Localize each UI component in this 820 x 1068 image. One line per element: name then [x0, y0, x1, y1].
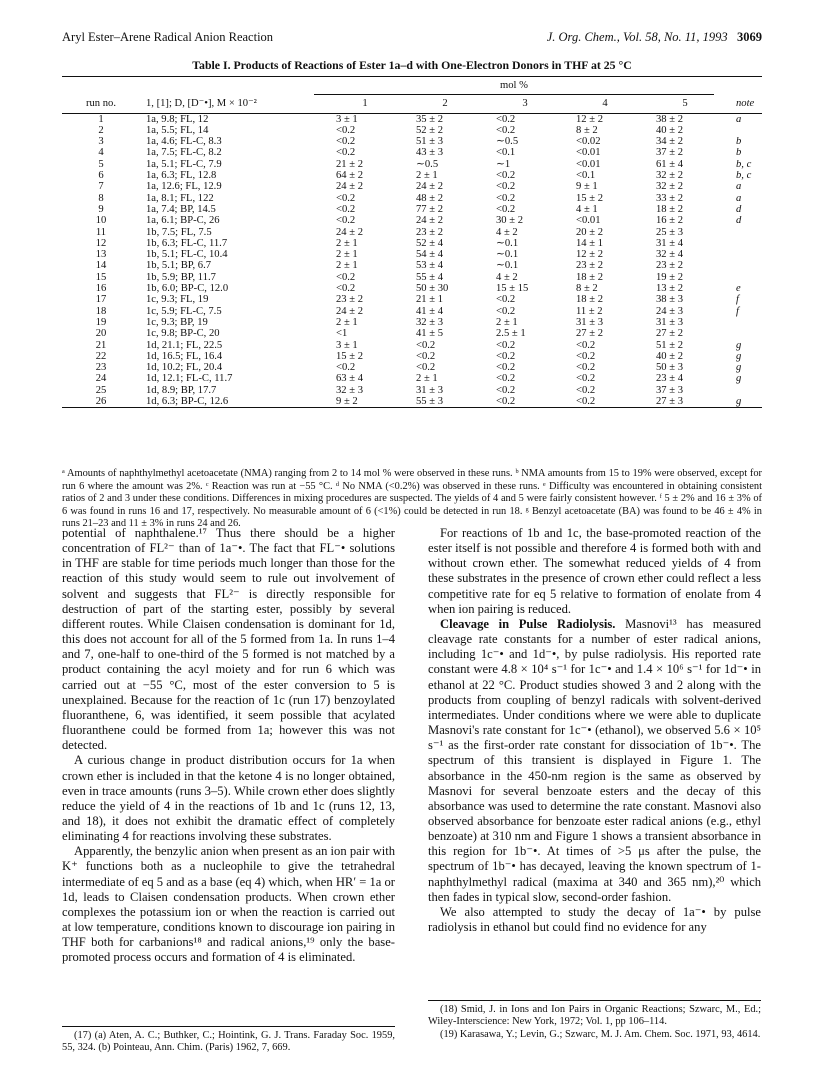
- table-cell: 11: [95, 226, 107, 238]
- table-cell: 1a, 5.1; FL-C, 7.9: [146, 158, 222, 170]
- table-cell: 18 ± 2: [656, 203, 684, 215]
- table-cell: <0.01: [576, 147, 601, 159]
- table-cell: 1a, 4.6; FL-C, 8.3: [146, 136, 222, 148]
- table-cell: <0.2: [496, 305, 516, 317]
- column-header: 4: [602, 98, 608, 110]
- table-cell: 52 ± 2: [416, 124, 444, 136]
- table-cell: 3 ± 1: [336, 339, 358, 351]
- paragraph: We also attempted to study the decay of 1a⁻• by pulse radiolysis in ethanol but could find no evidence for any: [428, 904, 761, 935]
- table-cell: <0.02: [576, 136, 601, 148]
- table-row: [62, 193, 762, 204]
- table-cell: 15: [95, 271, 107, 283]
- table-cell: 4 ± 1: [576, 203, 598, 215]
- table-cell: 20 ± 2: [576, 226, 604, 238]
- table-cell: 24 ± 2: [336, 181, 364, 193]
- table-cell: 1b, 6.0; BP-C, 12.0: [146, 283, 229, 295]
- table-row: [62, 340, 762, 351]
- table-cell: 1c, 9.8; BP-C, 20: [146, 328, 220, 340]
- table-cell: 27 ± 2: [576, 328, 604, 340]
- table-cell: 10: [95, 215, 107, 227]
- table-cell: <0.2: [336, 192, 356, 204]
- table-cell: [714, 385, 762, 396]
- table-cell: ∼0.1: [496, 260, 519, 272]
- table-row: [62, 159, 762, 170]
- table-cell: 64 ± 2: [336, 170, 364, 182]
- table-row: [62, 272, 762, 283]
- table-cell: g: [736, 362, 742, 374]
- mol-percent-header: mol %: [314, 77, 714, 95]
- table-row: [62, 147, 762, 158]
- table-cell: g: [736, 396, 742, 408]
- reference-19: (19) Karasawa, Y.; Levin, G.; Szwarc, M. J. Am. Chem. Soc. 1971, 93, 4614.: [440, 1028, 761, 1040]
- table-cell: 31 ± 3: [656, 316, 684, 328]
- table-cell: 4 ± 2: [496, 226, 518, 238]
- table-cell: ∼1: [496, 158, 511, 170]
- table-cell: <0.2: [496, 350, 516, 362]
- table-cell: <0.01: [576, 158, 601, 170]
- table-row: [62, 351, 762, 362]
- table-cell: 2 ± 1: [336, 316, 358, 328]
- table-cell: 15 ± 15: [496, 283, 529, 295]
- journal-citation: J. Org. Chem., Vol. 58, No. 11, 1993: [546, 30, 728, 44]
- products-table: [62, 76, 762, 408]
- paragraph: A curious change in product distribution occurs for 1a when crown ether is included in that the ketone 4 is no longer obtained, even in trace amounts (runs 3–5). While crown ether does slightly reduce the yield of 4 in the reactions of 1b and 1c (runs 12, 13, and 18), it does not exhibit the dramatic effect of completely eliminating 4 for reactions involving these substrates.: [62, 753, 395, 844]
- table-cell: 14: [95, 260, 107, 272]
- table-cell: 48 ± 2: [416, 192, 444, 204]
- table-cell: 25 ± 3: [656, 226, 684, 238]
- body-column-left: [62, 526, 395, 966]
- table-cell: 32 ± 2: [656, 170, 684, 182]
- table-row: [62, 136, 762, 147]
- table-cell: g: [736, 350, 742, 362]
- column-header: note: [736, 98, 755, 110]
- table-cell: b: [736, 147, 742, 159]
- table-cell: f: [736, 294, 739, 306]
- table-cell: <0.1: [496, 147, 516, 159]
- table-cell: 22: [95, 350, 107, 362]
- table-cell: ∼0.1: [496, 237, 519, 249]
- table-cell: 16: [95, 283, 107, 295]
- column-header: 3: [522, 98, 528, 110]
- table-cell: 18 ± 2: [576, 271, 604, 283]
- table-cell: 38 ± 2: [656, 113, 684, 125]
- table-cell: ∼0.1: [496, 249, 519, 261]
- table-cell: [714, 272, 762, 283]
- table-cell: <0.01: [576, 215, 601, 227]
- table-cell: ∼0.5: [416, 158, 439, 170]
- table-cell: 32 ± 3: [336, 384, 364, 396]
- table-cell: 15 ± 2: [336, 350, 364, 362]
- table-cell: 2.5 ± 1: [496, 328, 526, 340]
- table-cell: 1d, 8.9; BP, 17.7: [146, 384, 217, 396]
- table-footnotes: [62, 468, 762, 531]
- table-cell: 1d, 16.5; FL, 16.4: [146, 350, 223, 362]
- table-cell: 55 ± 3: [416, 396, 444, 408]
- table-cell: 1b, 5.9; BP, 11.7: [146, 271, 216, 283]
- table-cell: <0.2: [576, 339, 596, 351]
- table-cell: 1b, 6.3; FL-C, 11.7: [146, 237, 228, 249]
- table-cell: 2 ± 1: [416, 373, 438, 385]
- running-head-title: Aryl Ester–Arene Radical Anion Reaction: [62, 30, 274, 44]
- table-cell: <0.2: [576, 396, 596, 408]
- table-cell: <0.2: [496, 203, 516, 215]
- table-cell: 23 ± 2: [656, 260, 684, 272]
- table-cell: 12 ± 2: [576, 249, 604, 261]
- table-row: [62, 215, 762, 226]
- table-cell: <0.2: [496, 124, 516, 136]
- table-row: [62, 362, 762, 373]
- table-cell: 23 ± 4: [656, 373, 684, 385]
- table-cell: <0.2: [336, 203, 356, 215]
- table-cell: <0.2: [416, 362, 436, 374]
- table-row: [62, 170, 762, 181]
- table-cell: d: [736, 215, 742, 227]
- table-cell: <0.2: [576, 350, 596, 362]
- table-cell: <0.2: [496, 396, 516, 408]
- table-row: [62, 260, 762, 271]
- running-head: [62, 28, 762, 46]
- table-cell: 1d, 10.2; FL, 20.4: [146, 362, 223, 374]
- table-body: [62, 113, 762, 408]
- table-cell: 9: [98, 203, 104, 215]
- running-head-journal: [547, 28, 762, 46]
- table-cell: f: [736, 305, 739, 317]
- table-cell: 30 ± 2: [496, 215, 524, 227]
- table-row: [62, 238, 762, 249]
- table-cell: 24 ± 2: [416, 215, 444, 227]
- table-cell: 1a, 9.8; FL, 12: [146, 113, 209, 125]
- table-cell: 35 ± 2: [416, 113, 444, 125]
- table-cell: 5: [98, 158, 104, 170]
- table-cell: 63 ± 4: [336, 373, 364, 385]
- table-cell: 61 ± 4: [656, 158, 684, 170]
- table-row: [62, 396, 762, 408]
- table-cell: 19: [95, 316, 107, 328]
- table-cell: <0.2: [496, 181, 516, 193]
- table-cell: [714, 317, 762, 328]
- table-cell: <0.2: [336, 147, 356, 159]
- table-cell: <0.2: [496, 384, 516, 396]
- table-cell: 24 ± 2: [336, 226, 364, 238]
- table-cell: b, c: [736, 170, 752, 182]
- table-cell: 23 ± 2: [416, 226, 444, 238]
- table-cell: 1a, 8.1; FL, 122: [146, 192, 214, 204]
- column-header: 2: [442, 98, 448, 110]
- table-cell: 20: [95, 328, 107, 340]
- table-cell: 15 ± 2: [576, 192, 604, 204]
- table-cell: 18: [95, 305, 107, 317]
- table-cell: 19 ± 2: [656, 271, 684, 283]
- table-cell: 50 ± 30: [416, 283, 449, 295]
- table-cell: 1c, 5.9; FL-C, 7.5: [146, 305, 222, 317]
- table-cell: 11 ± 2: [576, 305, 603, 317]
- table-cell: 4: [98, 147, 104, 159]
- table-cell: 1a, 5.5; FL, 14: [146, 124, 209, 136]
- table-cell: 40 ± 2: [656, 124, 684, 136]
- table-cell: 34 ± 2: [656, 136, 684, 148]
- table-cell: [714, 260, 762, 271]
- table-cell: d: [736, 203, 742, 215]
- table-cell: 9 ± 2: [336, 396, 358, 408]
- table-footnote-text: ᵃ Amounts of naphthylmethyl acetoacetate (NMA) ranging from 2 to 14 mol % were observed in these runs. ᵇ NMA amounts from 15 to 19% were observed, except for run 6 where the amount was 2%. ᶜ Reaction was run at −55 °C. ᵈ No NMA (<0.2%) was observed in these runs. ᵉ Difficulty was encountered in obtaining consistent ratios of 2 and 3 under these conditions. Differences in mixing procedures are suspected. The yields of 4 and 5 were fairly consistent however. ᶠ 5 ± 2% and 16 ± 3% of 6 was found in runs 16 and 17, respectively. No measurable amount of 6 (<1%) could be detected in run 18. ᵍ Benzyl acetoacetate (BA) was found to be 46 ± 4% in runs 21–23 and 11 ± 3% in runs 24 and 26.: [62, 468, 762, 529]
- table-cell: 26: [95, 396, 107, 408]
- table-cell: 38 ± 3: [656, 294, 684, 306]
- page-number: 3069: [737, 30, 762, 44]
- table-cell: 1a, 12.6; FL, 12.9: [146, 181, 222, 193]
- table-cell: <0.2: [576, 373, 596, 385]
- table-cell: 12: [95, 237, 107, 249]
- table-cell: <0.2: [336, 136, 356, 148]
- table-cell: 32 ± 4: [656, 249, 684, 261]
- table-cell: <0.2: [416, 350, 436, 362]
- footnotes-left: [62, 1026, 395, 1055]
- table-cell: 21 ± 2: [336, 158, 364, 170]
- table-cell: 51 ± 2: [656, 339, 684, 351]
- table-row: [62, 317, 762, 328]
- table-cell: <1: [336, 328, 348, 340]
- table-row: [62, 294, 762, 305]
- table-cell: <0.1: [576, 170, 596, 182]
- section-paragraph: [428, 617, 761, 905]
- body-column-right: [428, 526, 761, 935]
- table-cell: 41 ± 4: [416, 305, 444, 317]
- table-cell: 9 ± 1: [576, 181, 598, 193]
- table-cell: 27 ± 3: [656, 396, 684, 408]
- table-row: [62, 373, 762, 384]
- table-cell: 25: [95, 384, 107, 396]
- table-cell: 55 ± 4: [416, 271, 444, 283]
- table-cell: 24 ± 2: [416, 181, 444, 193]
- table-cell: g: [736, 339, 742, 351]
- table-cell: <0.2: [416, 339, 436, 351]
- table-cell: 40 ± 2: [656, 350, 684, 362]
- table-row: [62, 181, 762, 192]
- table-cell: 24 ± 2: [336, 305, 364, 317]
- table-cell: <0.2: [496, 339, 516, 351]
- table-cell: 3: [98, 136, 104, 148]
- table-cell: 1c, 9.3; BP, 19: [146, 316, 208, 328]
- table-cell: 2 ± 1: [416, 170, 438, 182]
- table-cell: 2 ± 1: [336, 249, 358, 261]
- table-cell: <0.2: [336, 124, 356, 136]
- table-cell: 54 ± 4: [416, 249, 444, 261]
- table-cell: 51 ± 3: [416, 136, 444, 148]
- table-cell: 31 ± 3: [416, 384, 444, 396]
- table-cell: 32 ± 2: [656, 181, 684, 193]
- table-cell: 1a, 7.5; FL-C, 8.2: [146, 147, 222, 159]
- table-cell: <0.2: [336, 215, 356, 227]
- table-cell: 41 ± 5: [416, 328, 444, 340]
- table-cell: 77 ± 2: [416, 203, 444, 215]
- table-cell: 1a, 6.1; BP-C, 26: [146, 215, 220, 227]
- table-cell: g: [736, 373, 742, 385]
- table-cell: 53 ± 4: [416, 260, 444, 272]
- table-cell: 32 ± 3: [416, 316, 444, 328]
- table-cell: 7: [98, 181, 104, 193]
- table-cell: 14 ± 1: [576, 237, 604, 249]
- table-cell: 6: [98, 170, 104, 182]
- table-cell: a: [736, 181, 742, 193]
- table-cell: 8 ± 2: [576, 124, 598, 136]
- table-cell: <0.2: [496, 294, 516, 306]
- table-row: [62, 306, 762, 317]
- table-cell: 17: [95, 294, 107, 306]
- table-cell: <0.2: [336, 283, 356, 295]
- paragraph: Apparently, the benzylic anion when present as an ion pair with K⁺ functions both as a nucleophile to give the tetrahedral intermediate of eq 5 and as a base (eq 4) which, when HR′ = 1a or 1d, leads to Claisen condensation products. When crown ether complexes the potassium ion or when the reaction is carried out at low temperature, conditions known to discourage ion pairing in THF both for carbanions¹⁸ and radical anions,¹⁹ only the base-promoted process occurs and formation of 4 is eliminated.: [62, 844, 395, 965]
- table-cell: 1a, 7.4; BP, 14.5: [146, 203, 216, 215]
- table-cell: 18 ± 2: [576, 294, 604, 306]
- table-cell: e: [736, 283, 741, 295]
- section-heading: Cleavage in Pulse Radiolysis.: [440, 616, 616, 631]
- table-cell: a: [736, 113, 742, 125]
- table-cell: 37 ± 3: [656, 384, 684, 396]
- table-cell: <0.2: [336, 362, 356, 374]
- table-cell: <0.2: [336, 271, 356, 283]
- table-cell: 24 ± 3: [656, 305, 684, 317]
- table-cell: 1a, 6.3; FL, 12.8: [146, 170, 217, 182]
- reference-18: (18) Smid, J. in Ions and Ion Pairs in Organic Reactions; Szwarc, M., Ed.; Wiley-Interscience: New York, 1972; Vol. 1, pp 106–114.: [428, 1004, 761, 1028]
- table-cell: <0.2: [496, 113, 516, 125]
- table-cell: 52 ± 4: [416, 237, 444, 249]
- table-cell: 13 ± 2: [656, 283, 684, 295]
- table-cell: 31 ± 3: [576, 316, 604, 328]
- table-row: [62, 385, 762, 396]
- table-cell: 12 ± 2: [576, 113, 604, 125]
- table-cell: [714, 328, 762, 339]
- table-cell: 23: [95, 362, 107, 374]
- table-cell: 1d, 6.3; BP-C, 12.6: [146, 396, 229, 408]
- table-cell: <0.2: [496, 373, 516, 385]
- table-cell: a: [736, 192, 742, 204]
- table-row: [62, 249, 762, 260]
- column-header: run no.: [85, 98, 116, 110]
- table-cell: b: [736, 136, 742, 148]
- table-cell: 27 ± 2: [656, 328, 684, 340]
- table-row: [62, 283, 762, 294]
- table-row: [62, 328, 762, 339]
- table-cell: <0.2: [496, 192, 516, 204]
- table-cell: <0.2: [576, 384, 596, 396]
- table-cell: <0.2: [496, 170, 516, 182]
- column-header-row: [62, 95, 762, 113]
- table-cell: 8 ± 2: [576, 283, 598, 295]
- column-header: 5: [682, 98, 688, 110]
- paragraph: potential of naphthalene.¹⁷ Thus there should be a higher concentration of FL²⁻ than of 1a⁻•. The fact that FL⁻• solutions in THF are stable for time periods much longer than those for the reaction of this study would seem to rule out involvement of solvent and suggests that FL²⁻ is directly responsible for destruction of part of the starting ester, possibly by several different routes. While Claisen condensation is dominant for 1d, this does not account for all of the 5 formed from 1a. In runs 1–4 and 7, one-half to one-third of the 5 formed is not matched by a product containing the acyl moiety and for run 6 which was carried out at −55 °C, most of the ester conversion to 5 is unexplained. Because for the reaction of 1c (run 17) benzoylated fluoranthene, 6, was identified, it seem possible that acylated fluoranthene could be formed from 1a; however this was not detected.: [62, 526, 395, 753]
- table-row: [62, 227, 762, 238]
- table-cell: 1b, 5.1; BP, 6.7: [146, 260, 212, 272]
- table-cell: [714, 249, 762, 260]
- table-cell: 1b, 5.1; FL-C, 10.4: [146, 249, 228, 261]
- column-header: 1: [362, 98, 368, 110]
- table-cell: 4 ± 2: [496, 271, 518, 283]
- table-cell: [714, 227, 762, 238]
- table-cell: 50 ± 3: [656, 362, 684, 374]
- table-cell: <0.2: [576, 362, 596, 374]
- table-cell: 13: [95, 249, 107, 261]
- table-cell: 23 ± 2: [336, 294, 364, 306]
- table-cell: 2 ± 1: [496, 316, 518, 328]
- table-cell: 1d, 12.1; FL-C, 11.7: [146, 373, 233, 385]
- table-cell: 1c, 9.3; FL, 19: [146, 294, 209, 306]
- table-cell: 33 ± 2: [656, 192, 684, 204]
- table-cell: 1b, 7.5; FL, 7.5: [146, 226, 212, 238]
- table-cell: 23 ± 2: [576, 260, 604, 272]
- table-cell: 2: [98, 124, 104, 136]
- table-cell: 16 ± 2: [656, 215, 684, 227]
- table-cell: <0.2: [496, 362, 516, 374]
- table-cell: 37 ± 2: [656, 147, 684, 159]
- table-cell: 21 ± 1: [416, 294, 444, 306]
- table-cell: 3 ± 1: [336, 113, 358, 125]
- table-cell: 21: [95, 339, 107, 351]
- table-cell: 31 ± 4: [656, 237, 684, 249]
- table-cell: 1: [98, 113, 104, 125]
- table-cell: 2 ± 1: [336, 237, 358, 249]
- table-cell: [714, 125, 762, 136]
- table-cell: b, c: [736, 158, 752, 170]
- table-cell: 24: [95, 373, 107, 385]
- table-cell: 8: [98, 192, 104, 204]
- column-header: 1, [1]; D, [D⁻•], M × 10⁻²: [146, 98, 257, 110]
- table-caption: Table I. Products of Reactions of Ester 1a–d with One-Electron Donors in THF at 25 °C: [192, 58, 632, 72]
- table-cell: 2 ± 1: [336, 260, 358, 272]
- footnotes-right: [428, 1000, 761, 1041]
- reference-17: (17) (a) Aten, A. C.; Buthker, C.; Hointink, G. J. Trans. Faraday Soc. 1959, 55, 324. (b) Pointeau, Ann. Chim. (Paris) 1962, 7, 669.: [62, 1030, 395, 1054]
- table-row: [62, 125, 762, 136]
- table-cell: 43 ± 3: [416, 147, 444, 159]
- table-cell: [714, 238, 762, 249]
- table-row: [62, 113, 762, 125]
- table-cell: 1d, 21.1; FL, 22.5: [146, 339, 223, 351]
- table-row: [62, 204, 762, 215]
- section-text: Masnovi¹³ has measured cleavage rate constants for a number of ester radical anions, including 1c⁻• and 1d⁻•, by pulse radiolysis. His reported rate constant were 4.8 × 10⁴ s⁻¹ for 1c⁻• and 1.4 × 10⁶ s⁻¹ for 1d⁻• in ethanol at 22 °C. Product studies showed 3 and 2 along with the products from coupling of benzyl radicals with solvent-derived intermediates. Under conditions where we were able to duplicate Masnovi's rate constant for 1c⁻• (ethanol), we observed 5.6 × 10⁵ s⁻¹ as the first-order rate constant for dissociation of 1b⁻•. The spectrum of this transient is displayed in Figure 1. The absorbance in the 450-nm region is the same as observed by Masnovi for several benzoate esters and the decay of this absorbance was used to determine the rate constant. Masnovi also observed absorbance for benzoate ester radical anions (e.g., ethyl benzoate) at 310 nm and Figure 1 shows a transient absorbance in this region for 1b⁻•. At times of >5 μs after the pulse, the spectrum of 1b⁻• has decayed, leaving the known spectrum of 1-naphthylmethyl radical (maxima at 340 and 365 nm),²⁰ which then fades in typical slow, second-order fashion.: [428, 616, 761, 904]
- paragraph: For reactions of 1b and 1c, the base-promoted reaction of the ester itself is not possible and therefore 4 is formed both with and without crown ether. The somewhat reduced yields of 4 from these substrates in the presence of crown ether could reflect a less competitive rate for eq 5 relative to formation of enolate from 4 when ion pairing is reduced.: [428, 526, 761, 616]
- table-cell: ∼0.5: [496, 136, 519, 148]
